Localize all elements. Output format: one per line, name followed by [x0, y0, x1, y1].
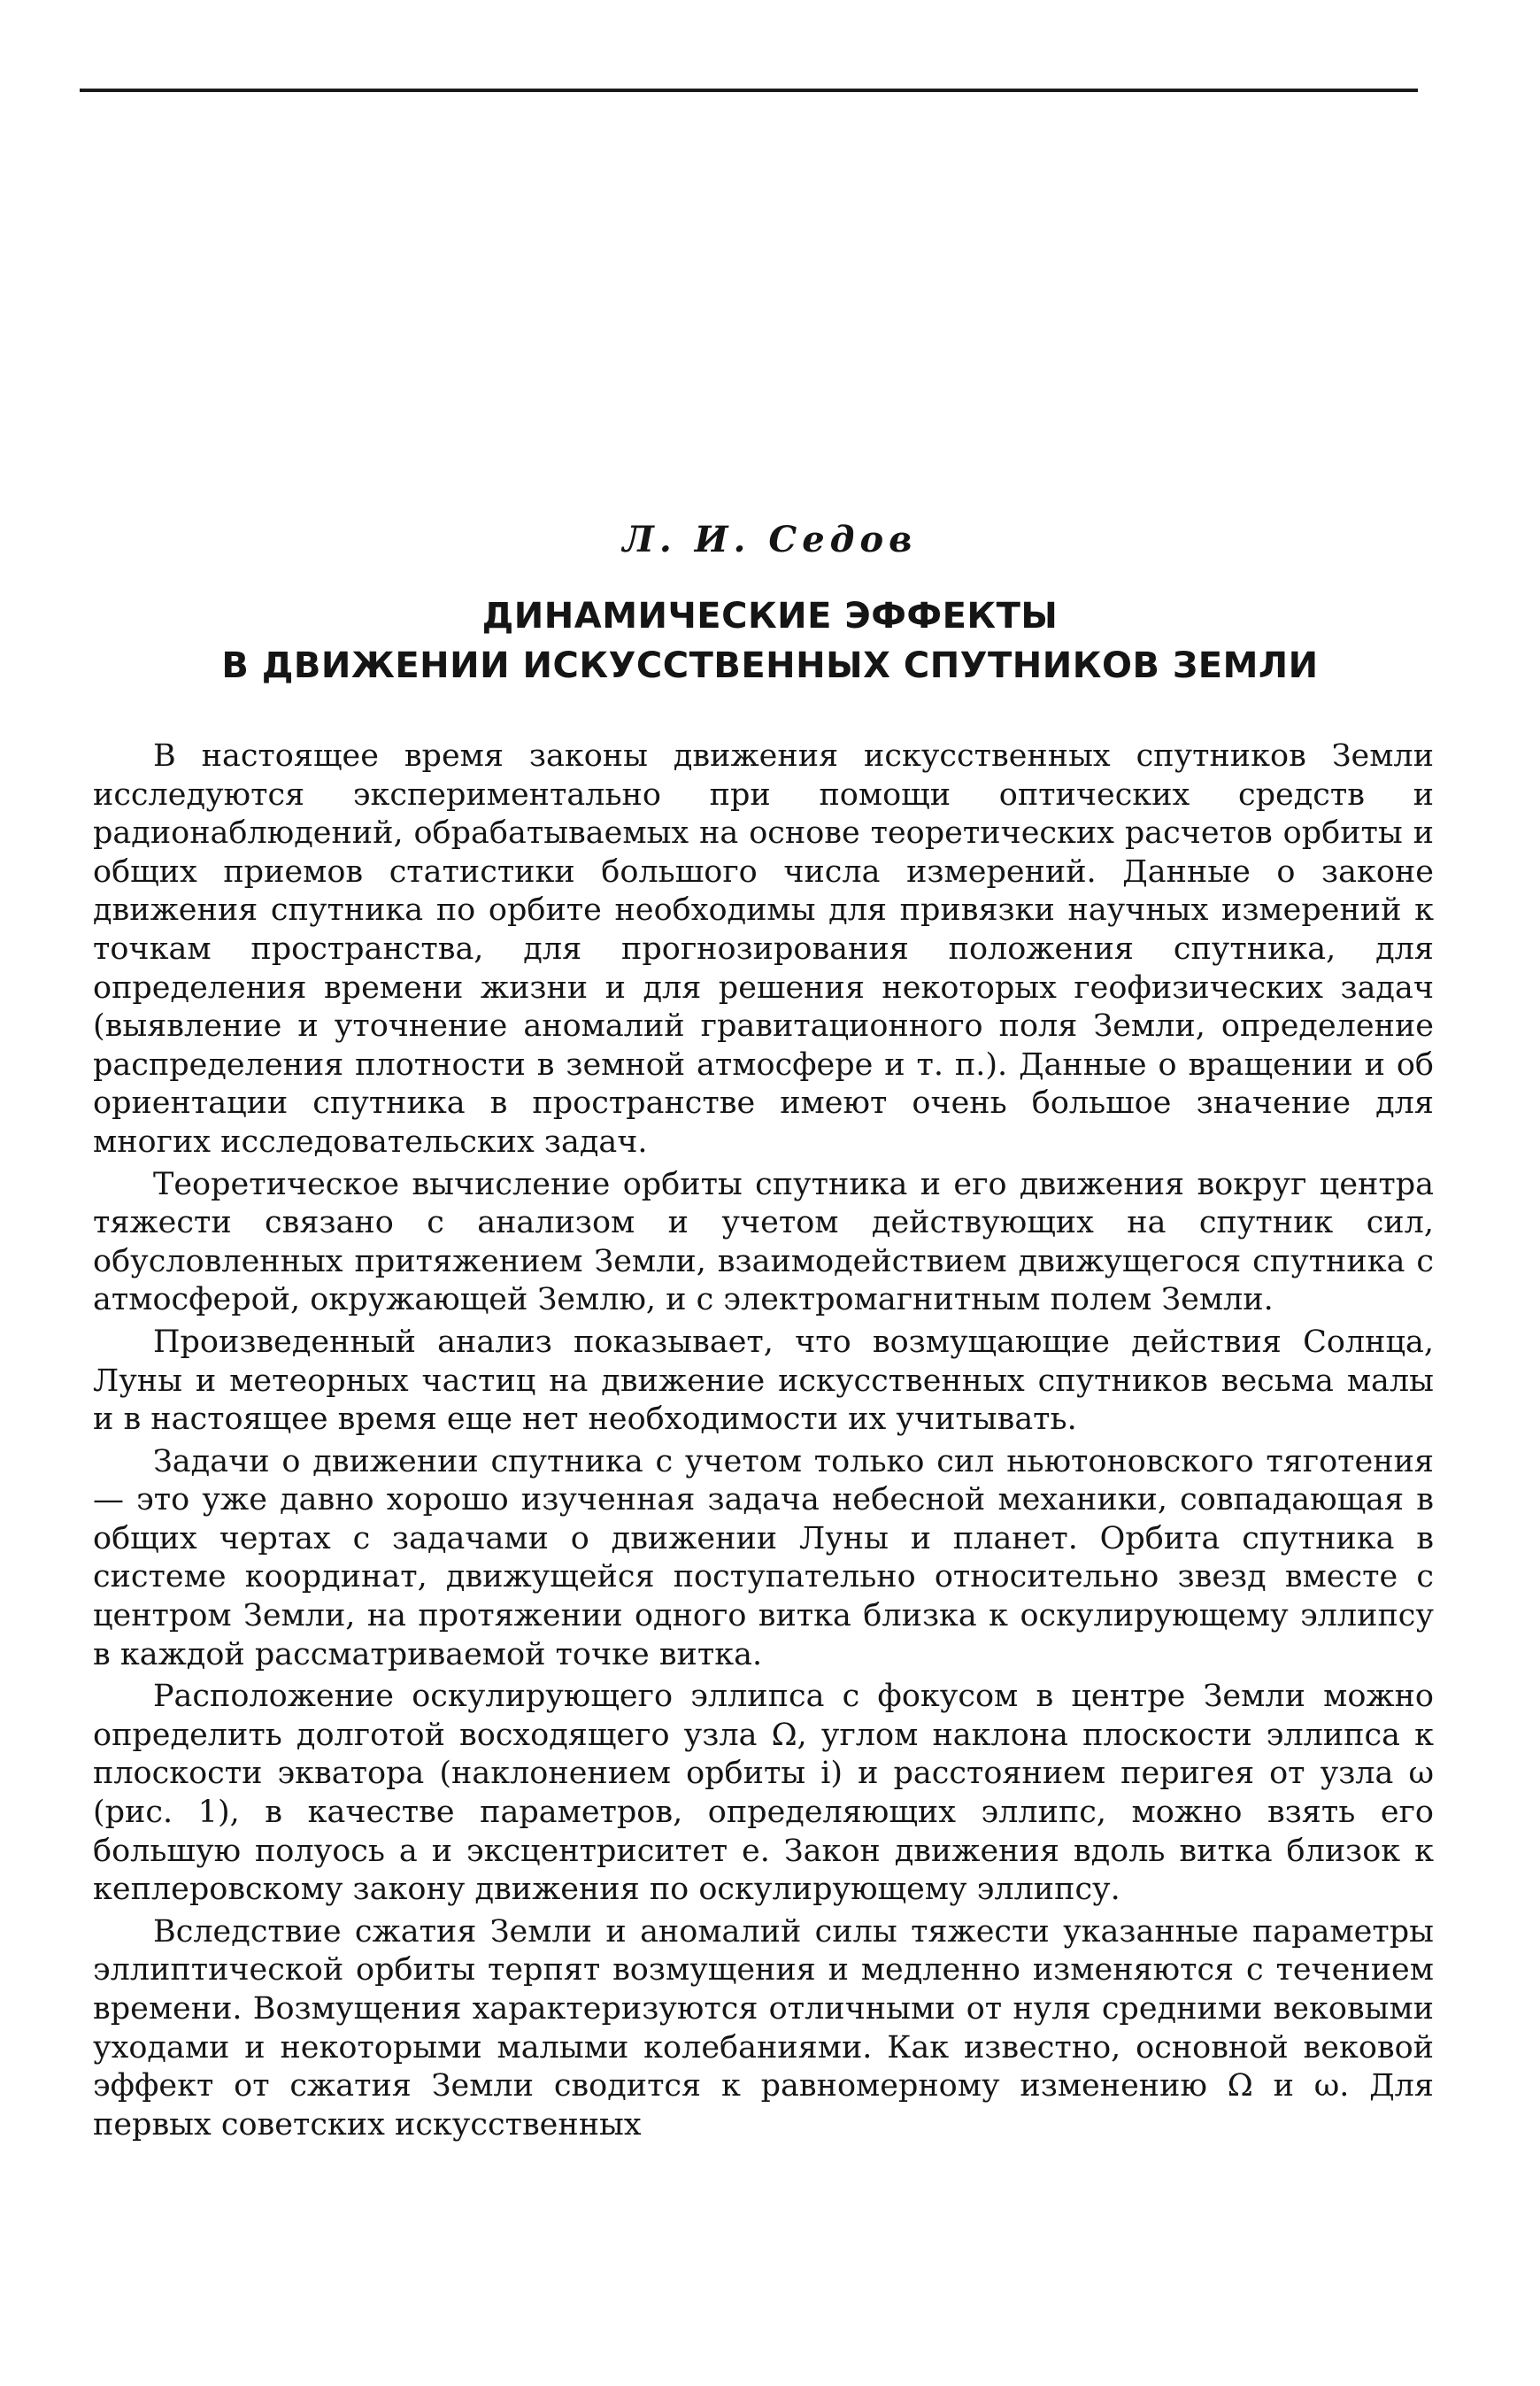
title-line-1: ДИНАМИЧЕСКИЕ ЭФФЕКТЫ	[481, 596, 1059, 637]
paragraph-1: В настоящее время законы движения искусственных спутников Земли исследуются экспериментально при помощи оптических средств и радионаблюдений, обрабатываемых на основе теоретических расчетов орбиты и общих приемов статистики большого числа измерений. Данные о законе движения спутника по орбите необходимы для привязки научных измерений к точкам пространства, для прогнозирования положения спутника, для определения времени жизни и для решения некоторых геофизических задач (выявление и уточнение аномалий гравитационного поля Земли, определение распределения плотности в земной атмосфере и т. п.). Данные о вращении и об ориентации спутника в пространстве имеют очень большое значение для многих исследовательских задач.	[93, 738, 1434, 1160]
article-body	[93, 737, 1434, 2144]
top-rule	[80, 89, 1418, 92]
title-line-2: В ДВИЖЕНИИ ИСКУССТВЕННЫХ СПУТНИКОВ ЗЕМЛИ	[221, 645, 1319, 686]
paragraph-4: Задачи о движении спутника с учетом только сил ньютоновского тяготения — это уже давно хорошо изученная задача небесной механики, совпадающая в общих чертах с задачами о движении Луны и планет. Орбита спутника в системе координат, движущейся поступательно относительно звезд вместе с центром Земли, на протяжении одного витка близка к оскулирующему эллипсу в каждой рассматриваемой точке витка.	[93, 1443, 1434, 1672]
paragraph-5: Расположение оскулирующего эллипса с фокусом в центре Земли можно определить долготой восходящего узла Ω, углом наклона плоскости эллипса к плоскости экватора (наклонением орбиты i) и расстоянием перигея от узла ω (рис. 1), в качестве параметров, определяющих эллипс, можно взять его большую полуось a и эксцентриситет e. Закон движения вдоль витка близок к кеплеровскому закону движения по оскулирующему эллипсу.	[93, 1679, 1434, 1908]
paragraph-3: Произведенный анализ показывает, что возмущающие действия Солнца, Луны и метеорных частиц на движение искусственных спутников весьма малы и в настоящее время еще нет необходимости их учитывать.	[93, 1324, 1434, 1438]
article-title	[0, 591, 1540, 691]
paragraph-2: Теоретическое вычисление орбиты спутника и его движения вокруг центра тяжести связано с анализом и учетом действующих на спутник сил, обусловленных притяжением Земли, взаимодействием движущегося спутника с атмосферой, окружающей Землю, и с электромагнитным полем Земли.	[93, 1166, 1434, 1318]
paragraph-6: Вследствие сжатия Земли и аномалий силы тяжести указанные параметры эллиптической орбиты терпят возмущения и медленно изменяются с течением времени. Возмущения характеризуются отличными от нуля средними вековыми уходами и некоторыми малыми колебаниями. Как известно, основной вековой эффект от сжатия Земли сводится к равномерному изменению Ω и ω. Для первых советских искусственных	[93, 1913, 1434, 2143]
author-name: Л. И. Седов	[622, 519, 918, 560]
